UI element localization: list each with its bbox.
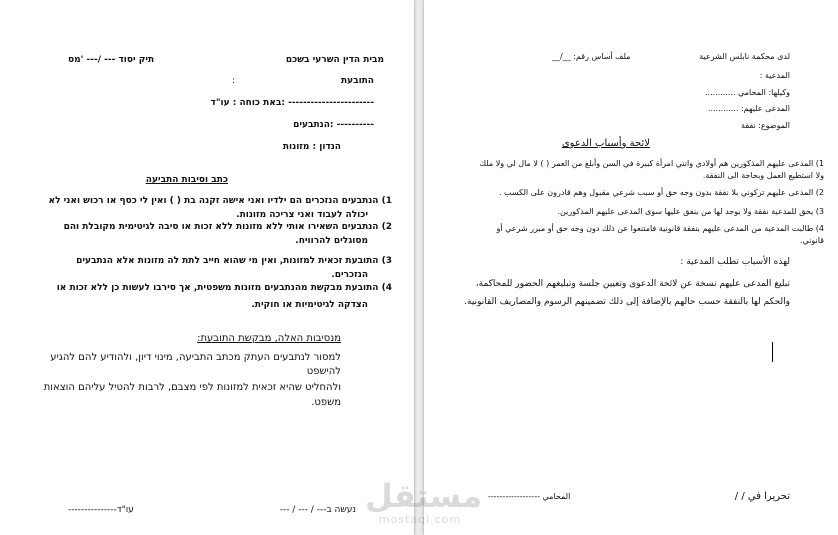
- claim-item-1-line-1: 1) المدعى عليهم المذكورين هم أولادي وانني امرأة كبيرة في السن وأبلغ من العمر ( ) لا مال لي ولا ملك: [479, 159, 824, 168]
- plaintiff-label: התובעת: [340, 76, 374, 86]
- watermark-sub: mostaql.com: [378, 513, 462, 526]
- claim-item-4-line-2: הצדקה לגיטימיות או חוקית.: [251, 300, 368, 310]
- request-p1-line-1: למסור לנתבעים העתק מכתב התביעה, מינוי דיון, ולהודיע להם להגיע: [50, 352, 341, 363]
- claim-subject: הנדון : מזונות: [282, 142, 341, 152]
- request-p2-line-1: ולהחליט שהיא זכאית למזונות לפי מצבם, לרבות להטיל עליהם הוצאות: [43, 382, 341, 393]
- claim-item-2-line-1: 2) הנתבעים השאירו אותי ללא מזונות ללא זכות או סיבה לגיטימית מקובלת והם: [63, 222, 392, 232]
- request-p2-line-2: משפט.: [311, 397, 341, 408]
- attorney-line: وكيلها: المحامي ............: [705, 88, 790, 97]
- request-line-2: والحكم لها بالنفقة حسب حالهم بالإضافة إلى ذلك تضمينهم الرسوم والمصاريف القانونية.: [464, 297, 790, 307]
- defendants-line: ---------- :הנתבעים: [293, 120, 374, 130]
- claim-item-1-line-2: ولا استطيع العمل وبحاجة الى النفقة.: [702, 171, 824, 180]
- claim-item-2-line-2: מסוגלים להרוויח.: [295, 236, 368, 246]
- court-header: מבית הדין השרעי בשכם: [285, 55, 384, 65]
- request-line-1: تبليغ المدعى عليهم نسخة عن لائحة الدعوى وتعيين جلسة وتبليغهم الحضور للمحاكمة،: [475, 279, 790, 289]
- claim-item-1-line-1: 1) הנתבעים הנזכרים הם ילדיו ואני אישה זקנה בת ( ) ואין לי כסף או רכוש ואני לא: [48, 196, 392, 206]
- claim-item-4-line-2: قانوني.: [799, 236, 824, 245]
- lawyer-line: ----------------------- :באת כוחה : עו"ד: [210, 98, 374, 108]
- claim-item-2: 2) المدعى عليهم تركوني بلا نفقة بدون وجه حق أو سبب شرعي مقبول وهم قادرون على الكسب .: [498, 188, 824, 197]
- plaintiff-line: المدعية :: [759, 71, 790, 80]
- court-line: لدى محكمة نابلس الشرعية: [699, 52, 790, 61]
- reasons-title: لهذه الأسباب تطلب المدعية :: [680, 257, 790, 267]
- claim-item-3-line-1: 3) התובעת זכאית למזונות, ואין מי שהוא חייב לתת לה מזונות אלא הנתבעים: [76, 256, 392, 266]
- footer-date: تحريرا في / /: [734, 491, 790, 502]
- plaintiff-colon: :: [232, 76, 236, 86]
- watermark-main: مستقل: [365, 477, 483, 515]
- footer-signature: المحامي ------------------: [488, 492, 571, 501]
- hebrew-document-page: [0, 0, 414, 535]
- watermark-logo: [365, 477, 483, 528]
- claim-item-3-line-2: הנזכרים.: [331, 270, 368, 280]
- section-title: כתב וסיבות התביעה: [145, 175, 228, 185]
- footer-signature: עו"ד---------------: [68, 505, 134, 515]
- claim-item-1-line-2: יכולה לעבוד ואני צריכה מזונות.: [236, 210, 368, 220]
- claim-item-3: 3) يحق للمدعية نفقة ولا يوجد لها من ينفق عليها سوى المدعى عليهم المذكورين.: [557, 207, 824, 216]
- claim-item-4-line-1: 4) התובעת מבקשת מהנתבעים מזונות משפטית, אך סירבו לעשות כן ללא זכות או: [56, 283, 392, 293]
- footer-date: נעשה ב--- / --- / ---: [279, 505, 356, 515]
- arabic-document-page: [424, 0, 838, 535]
- case-number: תיק יסוד --- /--- 'מס: [68, 55, 155, 65]
- case-number: ملف أساس رقم: __/__: [552, 52, 631, 61]
- subject-line: الموضوع: نفقة: [741, 121, 790, 130]
- text-cursor: [772, 342, 773, 362]
- section-title: لائحة وأسباب الدعوى: [561, 138, 650, 149]
- defendants-line: المدعى عليهم: ............: [707, 104, 790, 113]
- request-p1-line-2: להישפט: [306, 366, 341, 377]
- request-title: מנסיבות האלה, מבקשת התובעת:: [197, 333, 341, 344]
- claim-item-4-line-1: 4) طالبت المدعية من المدعى عليهم بنفقة قانونية فامتنعوا عن ذلك دون وجه حق أو مبرر شرعي أو: [496, 224, 824, 233]
